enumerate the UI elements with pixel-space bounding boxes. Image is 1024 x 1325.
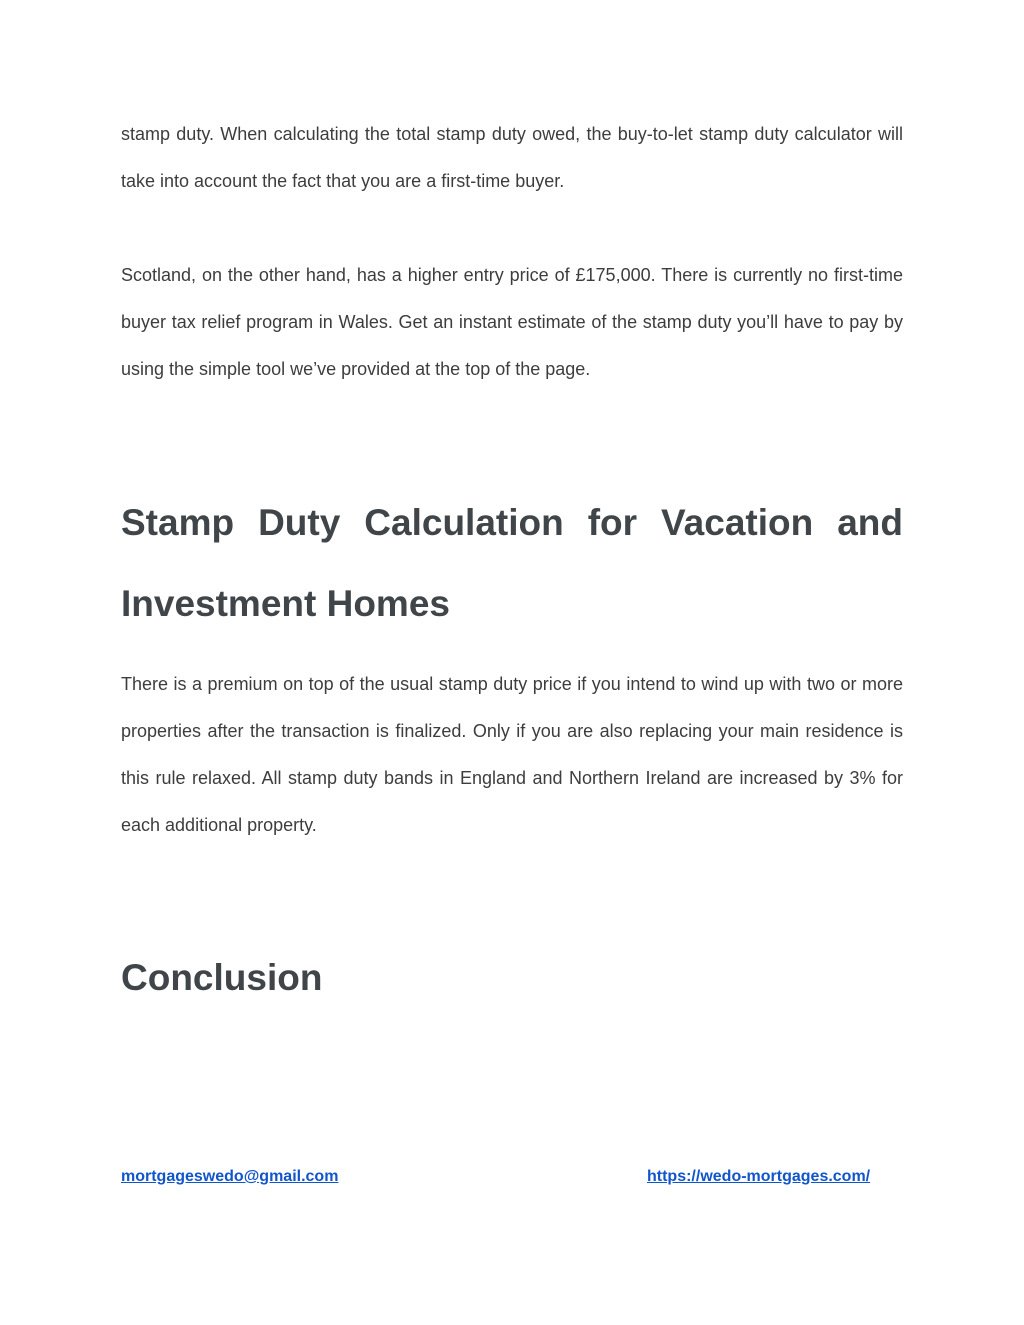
footer-website-link[interactable]: https://wedo-mortgages.com/ (647, 1168, 871, 1185)
heading-vacation-investment-homes: Stamp Duty Calculation for Vacation and Investment Homes (121, 502, 903, 624)
paragraph-stamp-duty-calculator: stamp duty. When calculating the total stamp duty owed, the buy-to-let stamp duty calculator will take into account the fact that you are a first-time buyer. (121, 124, 903, 191)
heading-conclusion: Conclusion (121, 957, 323, 998)
paragraph-scotland-wales: Scotland, on the other hand, has a higher entry price of £175,000. There is currently no first-time buyer tax relief program in Wales. Get an instant estimate of the stamp duty you’ll have to pay by using the simple tool we’ve provided at the top of the page. (121, 265, 903, 379)
paragraph-additional-property-premium: There is a premium on top of the usual stamp duty price if you intend to wind up with two or more properties after the transaction is finalized. Only if you are also replacing your main residence is this rule relaxed. All stamp duty bands in England and Northern Ireland are increased by 3% for each additional property. (121, 674, 903, 835)
footer-email-link[interactable]: mortgageswedo@gmail.com (121, 1168, 339, 1185)
